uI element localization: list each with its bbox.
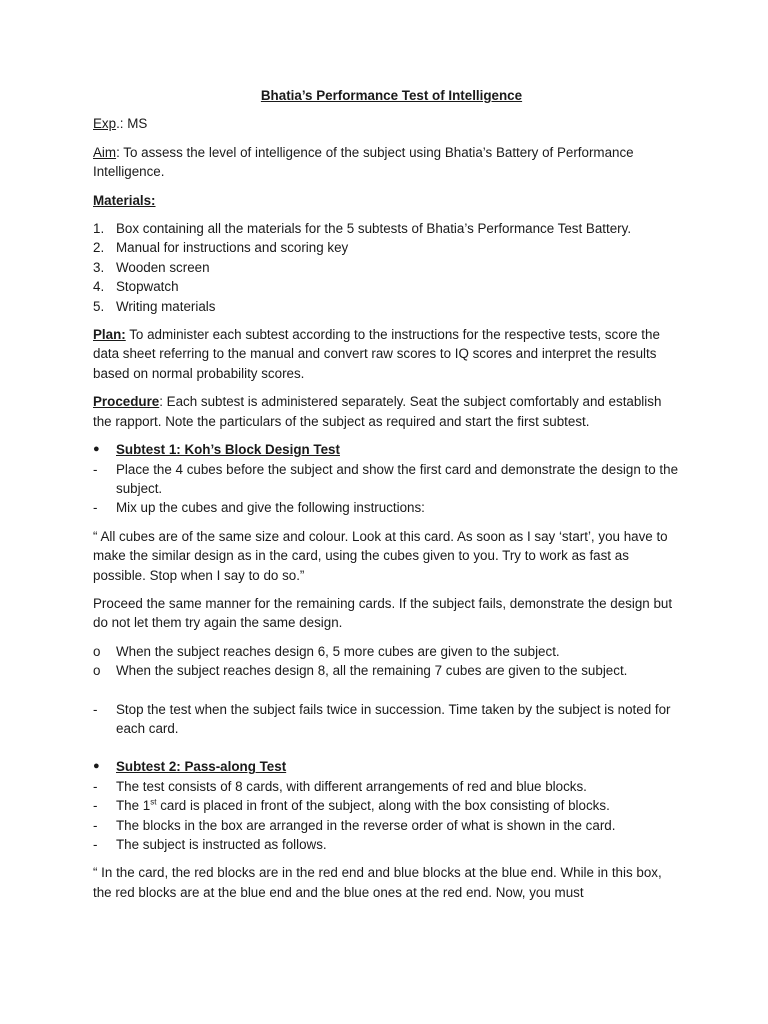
list-item-text: Mix up the cubes and give the following instructions:	[116, 500, 425, 516]
list-item	[93, 642, 678, 661]
circle-marker: o	[93, 663, 101, 679]
subtest1-heading: Subtest 1: Koh’s Block Design Test	[116, 442, 340, 458]
list-item-text: Box containing all the materials for the 5 subtests of Bhatia’s Performance Test Battery.	[116, 221, 632, 237]
materials-list	[93, 219, 678, 316]
procedure-text: : Each subtest is administered separately. Seat the subject comfortably and establish the rapport. Note the particulars of the subject as required and start the first subtest.	[93, 394, 662, 429]
list-item	[93, 835, 678, 854]
exp-suffix: .:	[116, 116, 128, 132]
dash-marker: -	[93, 817, 98, 833]
list-number: 1.	[93, 221, 105, 237]
step2-post: card is placed in front of the subject, along with the box consisting of blocks.	[156, 798, 610, 814]
dash-marker: -	[93, 461, 98, 477]
list-item-text: The blocks in the box are arranged in the reverse order of what is shown in the card.	[116, 817, 616, 833]
subtest2-heading: Subtest 2: Pass-along Test	[116, 759, 287, 775]
list-item	[93, 498, 678, 517]
bullet-icon: ●	[93, 760, 100, 773]
list-item-text: The subject is instructed as follows.	[116, 837, 327, 852]
aim-label: Aim	[93, 144, 117, 160]
materials-heading: Materials:	[93, 192, 156, 208]
list-item-text: Stopwatch	[116, 279, 179, 295]
dash-marker: -	[93, 500, 98, 516]
list-item	[93, 219, 678, 238]
list-item-text	[116, 796, 678, 815]
list-item-text: The test consists of 8 cards, with different arrangements of red and blue blocks.	[116, 778, 587, 794]
list-number: 4.	[93, 279, 105, 295]
list-item	[93, 277, 678, 296]
list-item-text: Writing materials	[116, 298, 216, 314]
plan-paragraph	[93, 325, 678, 383]
plan-text: To administer each subtest according to the instructions for the respective tests, score the data sheet referring to the manual and convert raw scores to IQ scores and interpret the results based on normal probability scores.	[93, 327, 660, 381]
list-item-text: Wooden screen	[116, 259, 210, 275]
plan-label: Plan:	[93, 327, 126, 343]
procedure-label: Procedure	[93, 394, 160, 410]
list-item	[93, 700, 678, 739]
list-item-text: Manual for instructions and scoring key	[116, 240, 349, 256]
aim-text: : To assess the level of intelligence of the subject using Bhatia’s Battery of Performance Intelligence.	[93, 144, 634, 180]
procedure-paragraph	[93, 392, 678, 431]
list-number: 3.	[93, 259, 105, 275]
list-item-text: When the subject reaches design 8, all the remaining 7 cubes are given to the subject.	[116, 663, 628, 679]
bullet-icon: ●	[93, 443, 100, 456]
list-item	[93, 796, 678, 815]
list-number: 5.	[93, 298, 105, 314]
subtest2-quote: “ In the card, the red blocks are in the red end and blue blocks at the blue end. While in this box, the red blocks are at the blue end and the blue ones at the red end. Now, you must	[93, 865, 662, 900]
circle-marker: o	[93, 643, 101, 659]
list-item	[93, 816, 678, 835]
list-item	[93, 661, 678, 680]
subtest1-proceed: Proceed the same manner for the remaining cards. If the subject fails, demonstrate the design but do not let them try again the same design.	[93, 595, 673, 631]
dash-marker: -	[93, 837, 98, 852]
subtest1-quote: “ All cubes are of the same size and colour. Look at this card. As soon as I say ‘start’, you have to make the similar design as in the card, using the cubes given to you. Try to work as fast as possible. Stop when I say to do so.”	[93, 528, 668, 583]
exp-label: Exp	[93, 116, 117, 132]
step2-sup: st	[150, 797, 157, 807]
exp-line	[93, 114, 678, 133]
dash-marker: -	[93, 798, 98, 814]
subtest1-heading-row	[93, 440, 678, 459]
step2-pre: The 1	[116, 798, 151, 814]
aim-paragraph	[93, 143, 678, 182]
dash-marker: -	[93, 701, 98, 717]
list-item	[93, 238, 678, 257]
exp-value: MS	[127, 116, 148, 132]
list-item	[93, 460, 678, 499]
list-number: 2.	[93, 240, 105, 256]
dash-marker: -	[93, 778, 98, 794]
list-item-text: When the subject reaches design 6, 5 more cubes are given to the subject.	[116, 643, 560, 659]
list-item-text: Place the 4 cubes before the subject and show the first card and demonstrate the design to the subject.	[116, 461, 679, 496]
list-item	[93, 258, 678, 277]
list-item	[93, 777, 678, 796]
document-title: Bhatia’s Performance Test of Intelligence	[260, 88, 523, 103]
subtest2-heading-row	[93, 757, 678, 776]
list-item-text: Stop the test when the subject fails twice in succession. Time taken by the subject is noted for each card.	[116, 701, 671, 736]
list-item	[93, 297, 678, 316]
